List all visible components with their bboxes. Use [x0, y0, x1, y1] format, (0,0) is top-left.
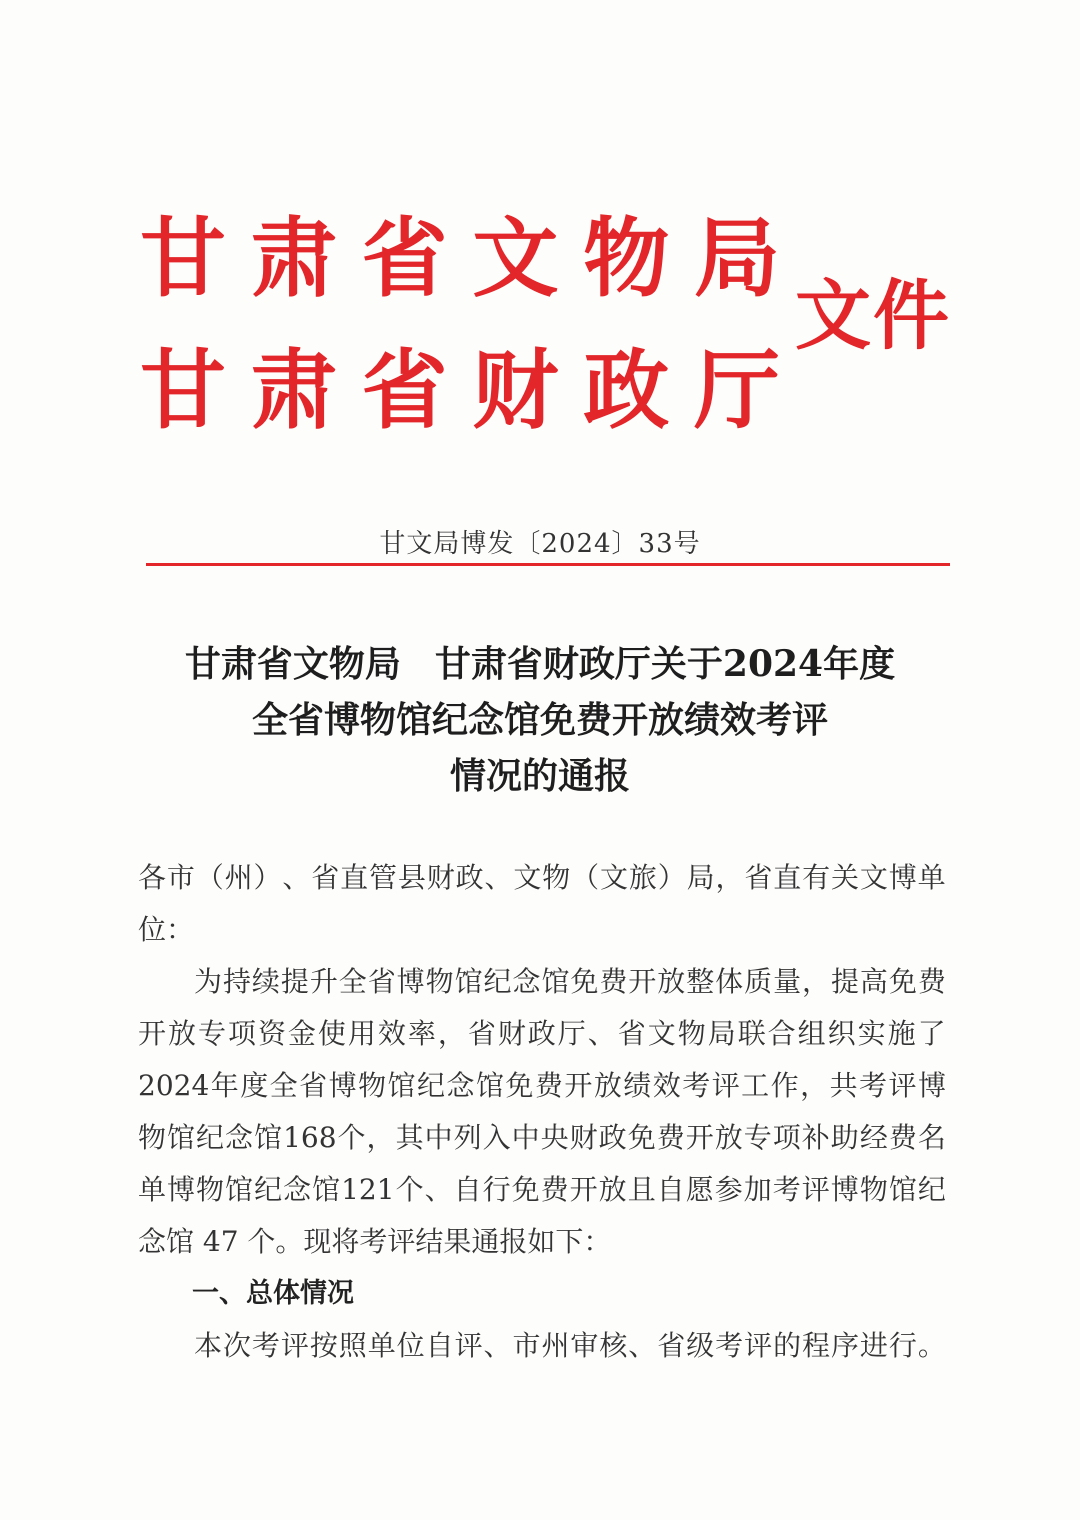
- paragraph-1-line-3: 2024 年 度 全 省 博 物 馆 纪 念 馆 免 费 开 放 绩 效 考 评 工 作 ， 共 考 评 博: [138, 1069, 946, 1102]
- paragraph-1-line-6: [138, 1216, 946, 1268]
- salutation-line-2: [138, 904, 946, 956]
- paragraph-1-line-6-text: 念馆 47 个。现将考评结果通报如下：: [138, 1225, 612, 1258]
- title-issuer-1: 甘肃省文物局: [184, 643, 401, 685]
- paragraph-1-line-5: 单 博 物 馆 纪 念 馆 121 个 、 自 行 免 费 开 放 且 自 愿 参 加 考 评 博 物 馆 纪: [138, 1173, 946, 1206]
- paragraph-1-line-1: 为 持 续 提 升 全 省 博 物 馆 纪 念 馆 免 费 开 放 整 体 质 量 ， 提 高 免 费: [194, 965, 946, 998]
- document-title: [0, 636, 1080, 804]
- paragraph-1-line-2: 开 放 专 项 资 金 使 用 效 率 ， 省 财 政 厅 、 省 文 物 局 联 合 组 织 实 施 了: [138, 1017, 946, 1050]
- title-issuer-2-subject: 甘肃省财政厅关于2024年度: [434, 643, 896, 685]
- paragraph-2-line-1: 本 次 考 评 按 照 单 位 自 评 、 市 州 审 核 、 省 级 考 评 的 程 序 进 行 。: [194, 1329, 946, 1362]
- issuer-suffix: 文件: [795, 271, 951, 360]
- salutation-line-1: 各 市 （ 州 ） 、 省 直 管 县 财 政 、 文 物 （ 文 旅 ） 局 ， 省 直 有 关 文 博 单: [138, 861, 946, 894]
- document-body: [138, 852, 946, 1372]
- issuer-name-2: 甘 肃 省 财 政 厅: [140, 340, 780, 441]
- title-line-3: 情况的通报: [449, 755, 630, 797]
- issuer-name-1: 甘 肃 省 文 物 局: [140, 208, 780, 309]
- paragraph-1-line-4: 物 馆 纪 念 馆 168 个 ， 其 中 列 入 中 央 财 政 免 费 开 放 专 项 补 助 经 费 名: [138, 1121, 946, 1154]
- section-1-heading: 一、总体情况: [192, 1278, 354, 1309]
- salutation-line-2-text: 位：: [138, 913, 195, 946]
- title-line-2: 全省博物馆纪念馆免费开放绩效考评: [251, 699, 828, 741]
- document-number: 甘文局博发〔2024〕33号: [379, 529, 701, 559]
- title-line-1: [0, 636, 1080, 692]
- red-divider: [146, 563, 950, 566]
